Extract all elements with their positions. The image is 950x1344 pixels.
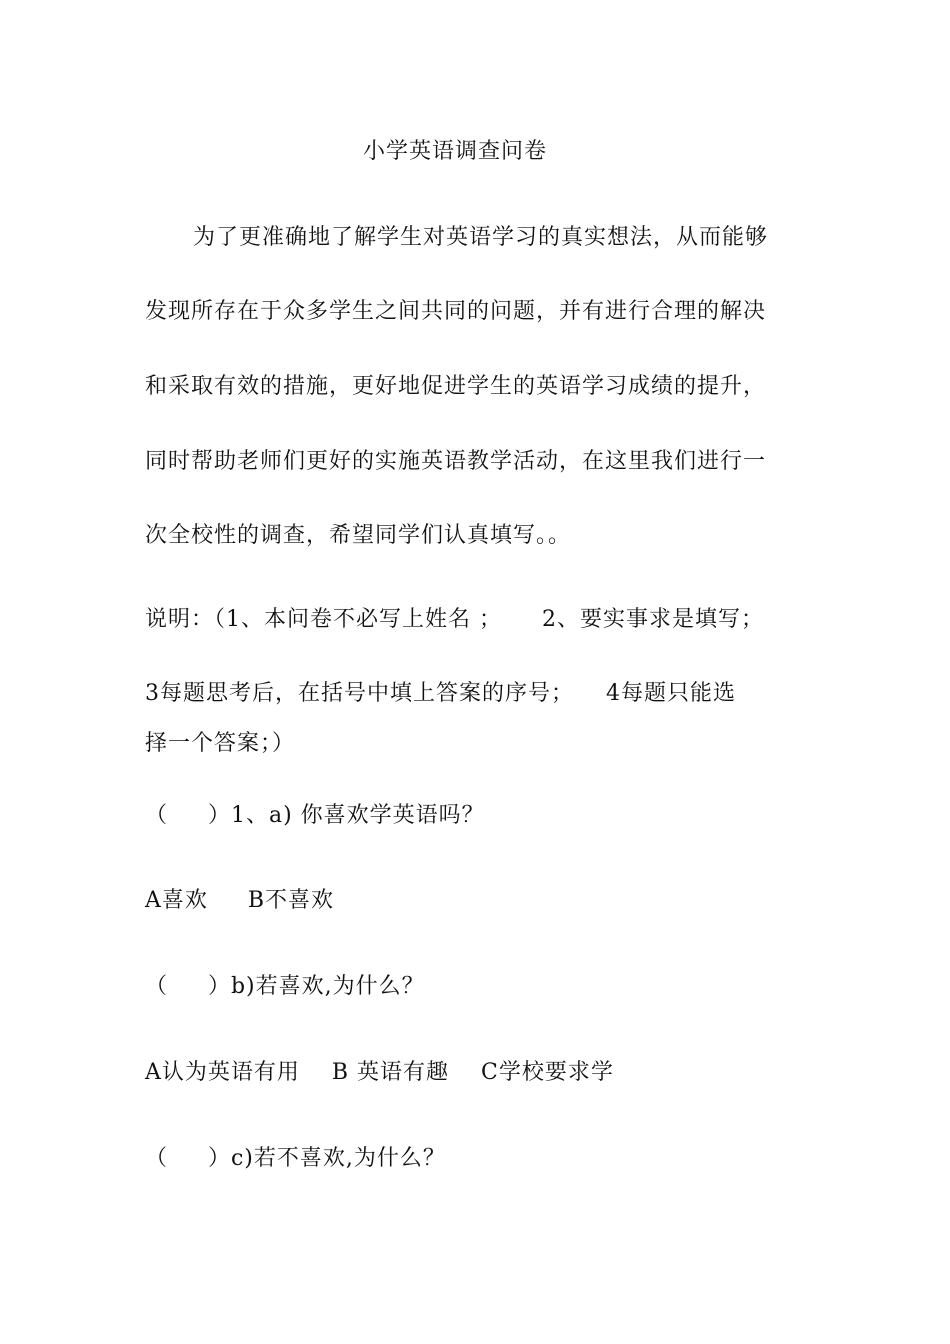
question-1b: （ ）b)若喜欢,为什么？ xyxy=(145,974,425,999)
instructions-line-2: 3每题思考后，在括号中填上答案的序号； 4每题只能选 xyxy=(145,681,736,706)
instructions-line-3: 择一个答案；） xyxy=(145,731,296,756)
intro-line-5: 次全校性的调查，希望同学们认真填写。。 xyxy=(145,523,572,548)
question-1a-options: A喜欢 B不喜欢 xyxy=(145,888,335,913)
question-1b-options: A认为英语有用 B 英语有趣 C学校要求学 xyxy=(145,1060,614,1085)
intro-line-1: 为了更准确地了解学生对英语学习的真实想法，从而能够 xyxy=(193,225,769,250)
instructions-line-1: 说明：（1、本问卷不必写上姓名 ； 2、要实事求是填写； xyxy=(145,607,764,632)
intro-line-2: 发现所存在于众多学生之间共同的问题，并有进行合理的解决 xyxy=(145,299,767,324)
intro-line-3: 和采取有效的措施，更好地促进学生的英语学习成绩的提升， xyxy=(145,374,767,399)
intro-line-4: 同时帮助老师们更好的实施英语教学活动，在这里我们进行一 xyxy=(145,449,767,474)
question-1c: （ ）c)若不喜欢,为什么？ xyxy=(145,1146,446,1171)
question-1a: （ ）1、a) 你喜欢学英语吗？ xyxy=(145,803,485,828)
document-title: 小学英语调查问卷 xyxy=(362,139,547,164)
